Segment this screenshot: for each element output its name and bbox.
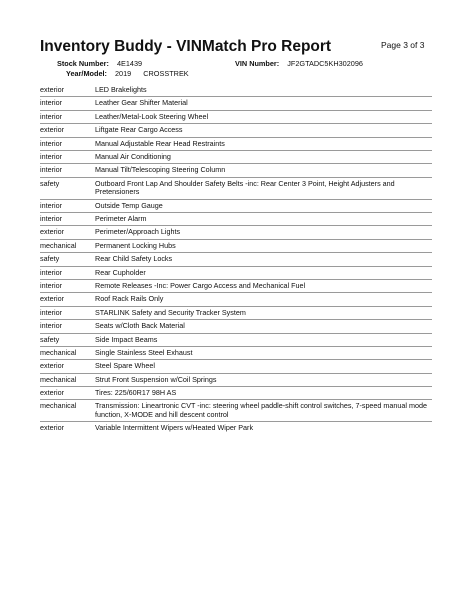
feature-category: interior <box>40 111 62 121</box>
feature-category: interior <box>40 214 62 224</box>
feature-category: interior <box>40 321 62 331</box>
feature-row <box>40 293 432 306</box>
feature-description: Tires: 225/60R17 98H AS <box>95 388 177 398</box>
vin-number <box>235 59 363 68</box>
stock-number <box>57 59 142 68</box>
feature-row <box>40 240 432 253</box>
feature-row <box>40 360 432 373</box>
feature-row <box>40 422 432 434</box>
feature-row <box>40 267 432 280</box>
feature-row <box>40 151 432 164</box>
feature-description: Permanent Locking Hubs <box>95 240 176 250</box>
feature-category: interior <box>40 200 62 210</box>
year-value: 2019 <box>115 69 132 78</box>
feature-description: Leather/Metal-Look Steering Wheel <box>95 111 209 121</box>
feature-category: safety <box>40 334 60 344</box>
feature-description: Manual Air Conditioning <box>95 151 171 161</box>
feature-description: Remote Releases -Inc: Power Cargo Access and Mechanical Fuel <box>95 280 306 290</box>
feature-description: Liftgate Rear Cargo Access <box>95 125 183 135</box>
feature-category: exterior <box>40 388 64 398</box>
feature-description: Outboard Front Lap And Shoulder Safety Belts -inc: Rear Center 3 Point, Height Adjusters and Pretensioners <box>95 178 395 197</box>
feature-description: Manual Tilt/Telescoping Steering Column <box>95 165 226 175</box>
feature-description: Transmission: Lineartronic CVT -inc: steering wheel paddle-shift control switches, 7-speed manual mode function, X-MODE and hill descent control <box>95 401 427 419</box>
feature-description: LED Brakelights <box>95 85 147 94</box>
feature-row <box>40 387 432 400</box>
feature-description: Outside Temp Gauge <box>95 200 163 210</box>
feature-category: mechanical <box>40 347 77 357</box>
feature-description: Variable Intermittent Wipers w/Heated Wiper Park <box>95 423 254 433</box>
model-value: CROSSTREK <box>143 69 189 78</box>
feature-category: interior <box>40 151 62 161</box>
report-title: Inventory Buddy - VINMatch Pro Report <box>40 38 332 55</box>
feature-description: Leather Gear Shifter Material <box>95 98 188 108</box>
feature-category: exterior <box>40 361 64 371</box>
feature-row <box>40 253 432 266</box>
feature-category: interior <box>40 307 62 317</box>
feature-description: Single Stainless Steel Exhaust <box>95 347 193 357</box>
stock-number-label: Stock Number: <box>57 59 109 68</box>
feature-row <box>40 178 432 200</box>
feature-description: Steel Spare Wheel <box>95 361 155 371</box>
feature-row <box>40 213 432 226</box>
vin-number-label: VIN Number: <box>235 59 280 68</box>
feature-category: safety <box>40 254 60 264</box>
feature-category: interior <box>40 165 62 175</box>
feature-row <box>40 124 432 137</box>
feature-category: interior <box>40 98 62 108</box>
feature-description: Roof Rack Rails Only <box>95 294 164 304</box>
feature-description: Rear Cupholder <box>95 267 146 277</box>
feature-description: Seats w/Cloth Back Material <box>95 321 185 331</box>
feature-row <box>40 347 432 360</box>
stock-number-value: 4E1439 <box>116 59 143 68</box>
vin-number-value: JF2GTADC5KH302096 <box>287 59 363 68</box>
feature-description: Perimeter Alarm <box>95 214 147 224</box>
feature-category: safety <box>40 178 60 188</box>
feature-row <box>40 84 432 97</box>
feature-category: exterior <box>40 125 64 135</box>
feature-row <box>40 97 432 110</box>
feature-category: interior <box>40 267 62 277</box>
feature-description: Rear Child Safety Locks <box>95 254 173 264</box>
feature-description: Manual Adjustable Rear Head Restraints <box>95 138 225 148</box>
feature-category: mechanical <box>40 374 77 384</box>
feature-category: mechanical <box>40 240 77 250</box>
feature-description: STARLINK Safety and Security Tracker System <box>95 307 246 317</box>
feature-category: exterior <box>40 294 64 304</box>
feature-row <box>40 138 432 151</box>
year-model-label: Year/Model: <box>66 69 107 78</box>
features-table <box>40 84 432 435</box>
feature-row <box>40 226 432 239</box>
feature-row <box>40 374 432 387</box>
feature-category: mechanical <box>40 401 77 411</box>
feature-row <box>40 200 432 213</box>
feature-row <box>40 111 432 124</box>
feature-row <box>40 320 432 333</box>
feature-row <box>40 400 432 422</box>
feature-category: interior <box>40 280 62 290</box>
feature-row <box>40 280 432 293</box>
feature-row <box>40 164 432 177</box>
feature-description: Side Impact Beams <box>95 334 158 344</box>
feature-description: Strut Front Suspension w/Coil Springs <box>95 374 217 384</box>
feature-category: interior <box>40 138 62 148</box>
feature-category: exterior <box>40 227 64 237</box>
feature-description: Perimeter/Approach Lights <box>95 227 181 237</box>
feature-category: exterior <box>40 85 64 94</box>
feature-category: exterior <box>40 423 64 433</box>
feature-row <box>40 334 432 347</box>
feature-row <box>40 307 432 320</box>
year-model <box>66 69 189 78</box>
page-number: Page 3 of 3 <box>381 40 425 50</box>
